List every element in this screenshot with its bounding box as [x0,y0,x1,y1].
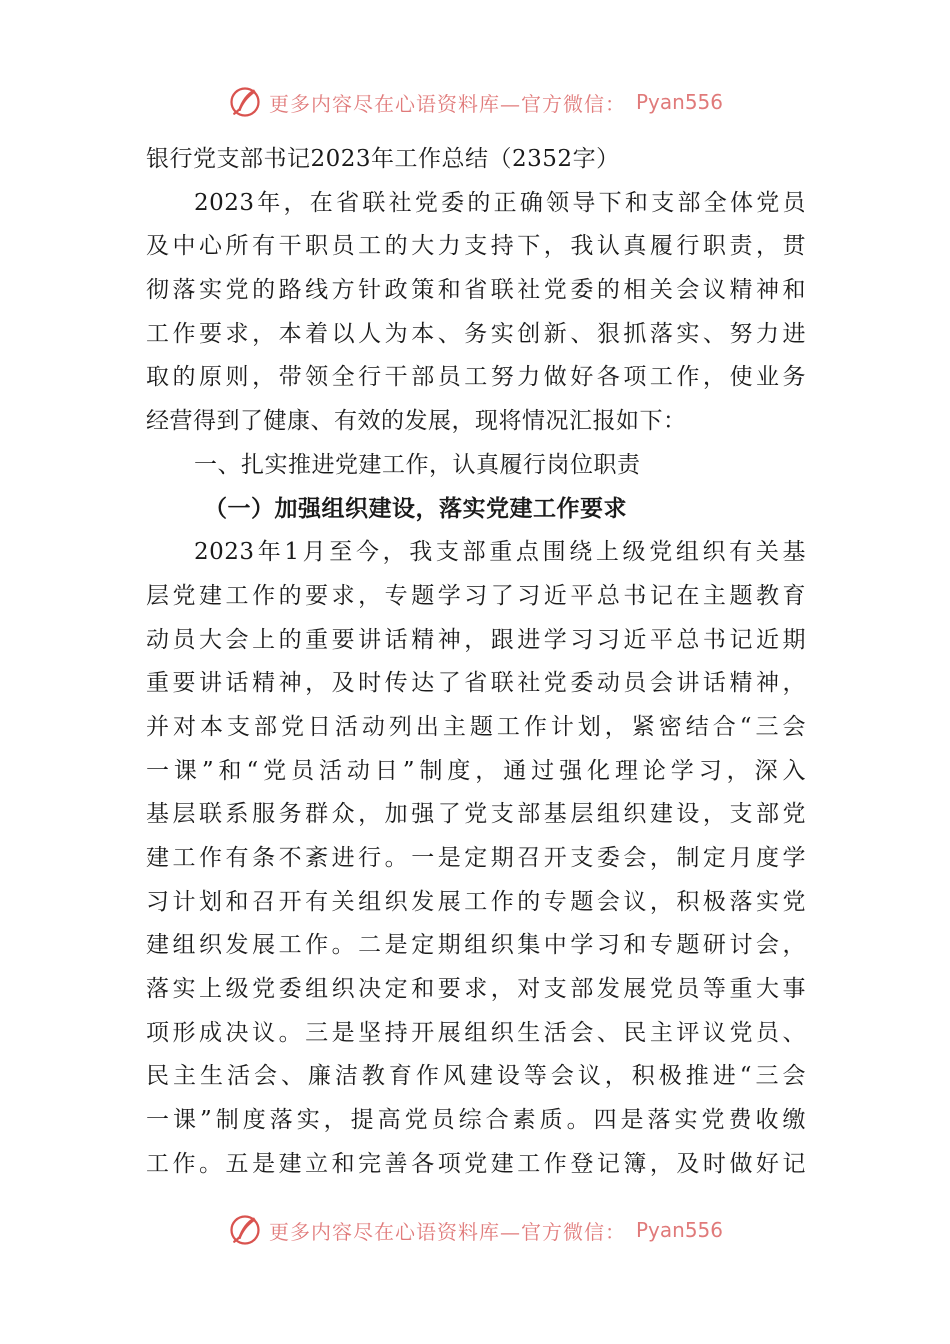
paragraph-line: 工作要求，本着以人为本、务实创新、狠抓落实、努力进 [146,320,806,347]
watermark-footer [0,1210,950,1250]
paragraph-line: 2023年1月至今，我支部重点围绕上级党组织有关基 [194,539,806,566]
intro-paragraph [146,182,806,444]
paragraph-line: 建组织发展工作。二是定期组织集中学习和专题研讨会， [146,932,806,959]
paragraph-line: 彻落实党的路线方针政策和省联社党委的相关会议精神和 [146,277,806,304]
paragraph-line: 习计划和召开有关组织发展工作的专题会议，积极落实党 [146,888,806,915]
quill-logo-icon [227,84,263,120]
paragraph-line: 民主生活会、廉洁教育作风建设等会议，积极推进“三会 [146,1063,806,1090]
body-paragraph [146,531,806,1186]
document-body [146,138,806,1187]
watermark-id: Pyan556 [635,1218,723,1242]
document-title: 银行党支部书记2023年工作总结（2352字） [146,146,620,172]
quill-logo-icon [227,1212,263,1248]
watermark-id: Pyan556 [635,90,723,114]
section-heading: 一、扎实推进党建工作，认真履行岗位职责 [194,451,641,478]
paragraph-line: 落实上级党委组织决定和要求，对支部发展党员等重大事 [146,976,806,1003]
paragraph-line: 建工作有条不紊进行。一是定期召开支委会，制定月度学 [146,845,806,871]
paragraph-line: 工作。五是建立和完善各项党建工作登记簿，及时做好记 [146,1150,806,1177]
paragraph-line: 经营得到了健康、有效的发展，现将情况汇报如下： [146,408,687,435]
paragraph-line: 层党建工作的要求，专题学习了习近平总书记在主题教育 [146,582,806,609]
paragraph-line: 一课”制度落实，提高党员综合素质。四是落实党费收缴 [146,1107,806,1134]
watermark-text: 更多内容尽在心语资料库—官方微信： [268,1219,626,1244]
watermark-text: 更多内容尽在心语资料库—官方微信： [268,91,626,116]
paragraph-line: 并对本支部党日活动列出主题工作计划，紧密结合“三会 [146,713,806,740]
paragraph-line: 取的原则，带领全行干部员工努力做好各项工作，使业务 [146,364,806,391]
paragraph-line: 及中心所有干职员工的大力支持下，我认真履行职责，贯 [146,233,806,260]
paragraph-line: 基层联系服务群众，加强了党支部基层组织建设，支部党 [146,801,806,828]
paragraph-line: 2023年，在省联社党委的正确领导下和支部全体党员 [194,189,806,216]
paragraph-line: 重要讲话精神，及时传达了省联社党委动员会讲话精神， [146,670,806,697]
paragraph-line: 一课”和“党员活动日”制度，通过强化理论学习，深入 [146,757,806,784]
paragraph-line: 动员大会上的重要讲话精神，跟进学习习近平总书记近期 [146,626,806,653]
paragraph-line: 项形成决议。三是坚持开展组织生活会、民主评议党员、 [146,1019,806,1046]
watermark-header [0,82,950,122]
subsection-heading: （一）加强组织建设，落实党建工作要求 [204,495,627,522]
